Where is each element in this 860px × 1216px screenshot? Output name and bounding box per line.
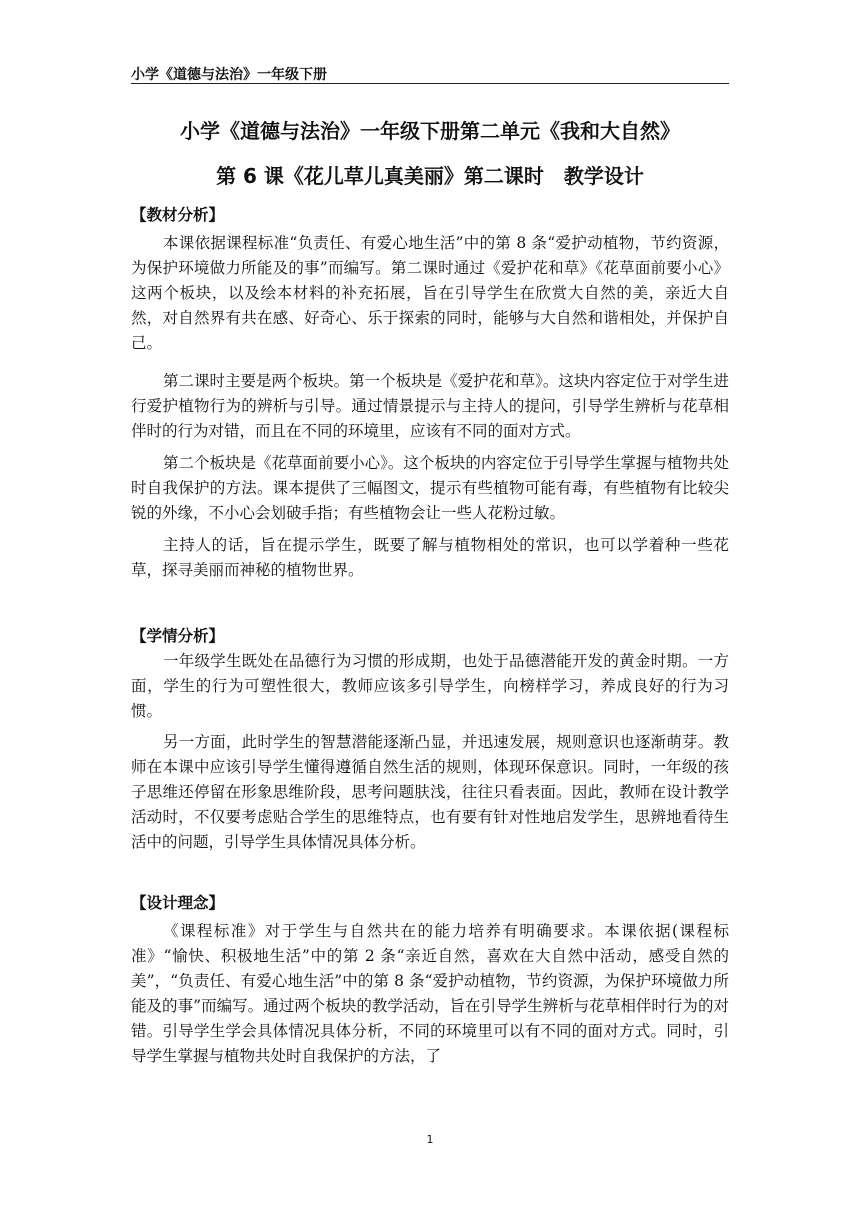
document-title: 小学《道德与法治》一年级下册第二单元《我和大自然》	[180, 119, 680, 143]
paragraph: 《课程标准》对于学生与自然共在的能力培养有明确要求。本课依据(课程标准》“愉快、积极地生活”中的第 2 条“亲近自然，喜欢在大自然中活动，感受自然的美”，“负责任、有爱心地生活”中的第 8 条“爱护动植物，节约资源，为保护环境做力所能及的事”而编写。通过两个板块的教学活动，旨在引导学生辨析与花草相伴时行为的对错。引导学生学会具体情况具体分析，不同的环境里可以有不同的面对方式。同时，引导学生掌握与植物共处时自我保护的方法，了	[131, 922, 729, 1065]
page-number: 1	[426, 1133, 434, 1146]
document-subtitle: 第 6 课《花儿草儿真美丽》第二课时 教学设计	[216, 164, 644, 188]
paragraph: 第二课时主要是两个板块。第一个板块是《爱护花和草》。这块内容定位于对学生进行爱护植物行为的辨析与引导。通过情景提示与主持人的提问，引导学生辨析与花草相伴时的行为对错，而且在不同的环境里，应该有不同的面对方式。	[131, 372, 729, 440]
paragraph: 第二个板块是《花草面前要小心》。这个板块的内容定位于引导学生掌握与植物共处时自我保护的方法。课本提供了三幅图文，提示有些植物可能有毒，有些植物有比较尖锐的外缘，不小心会划破手指；有些植物会让一些人花粉过敏。	[131, 454, 729, 522]
paragraph: 一年级学生既处在品德行为习惯的形成期，也处于品德潜能开发的黄金时期。一方面，学生的行为可塑性很大，教师应该多引导学生，向榜样学习，养成良好的行为习惯。	[131, 652, 729, 720]
header-divider	[131, 83, 729, 84]
paragraph: 本课依据课程标准“负责任、有爱心地生活”中的第 8 条“爱护动植物，节约资源，为保护环境做力所能及的事”而编写。第二课时通过《爱护花和草》《花草面前要小心》这两个板块，以及绘本材料的补充拓展，旨在引导学生在欣赏大自然的美，亲近大自然，对自然界有共在感、好奇心、乐于探索的同时，能够与大自然和谐相处，并保护自己。	[131, 234, 729, 352]
paragraph: 另一方面，此时学生的智慧潜能逐渐凸显，并迅速发展，规则意识也逐渐萌芽。教师在本课中应该引导学生懂得遵循自然生活的规则，体现环保意识。同时，一年级的孩子思维还停留在形象思维阶段，思考问题肤浅，往往只看表面。因此，教师在设计教学活动时，不仅要考虑贴合学生的思维特点，也有要有针对性地启发学生，思辨地看待生活中的问题，引导学生具体情况具体分析。	[131, 733, 729, 851]
section-heading-material: 【教材分析】	[131, 206, 225, 224]
section-heading-student: 【学情分析】	[131, 627, 225, 645]
paragraph: 主持人的话，旨在提示学生，既要了解与植物相处的常识，也可以学着种一些花草，探寻美丽而神秘的植物世界。	[131, 536, 729, 579]
section-heading-concept: 【设计理念】	[131, 894, 225, 912]
running-header: 小学《道德与法治》一年级下册	[131, 67, 327, 83]
